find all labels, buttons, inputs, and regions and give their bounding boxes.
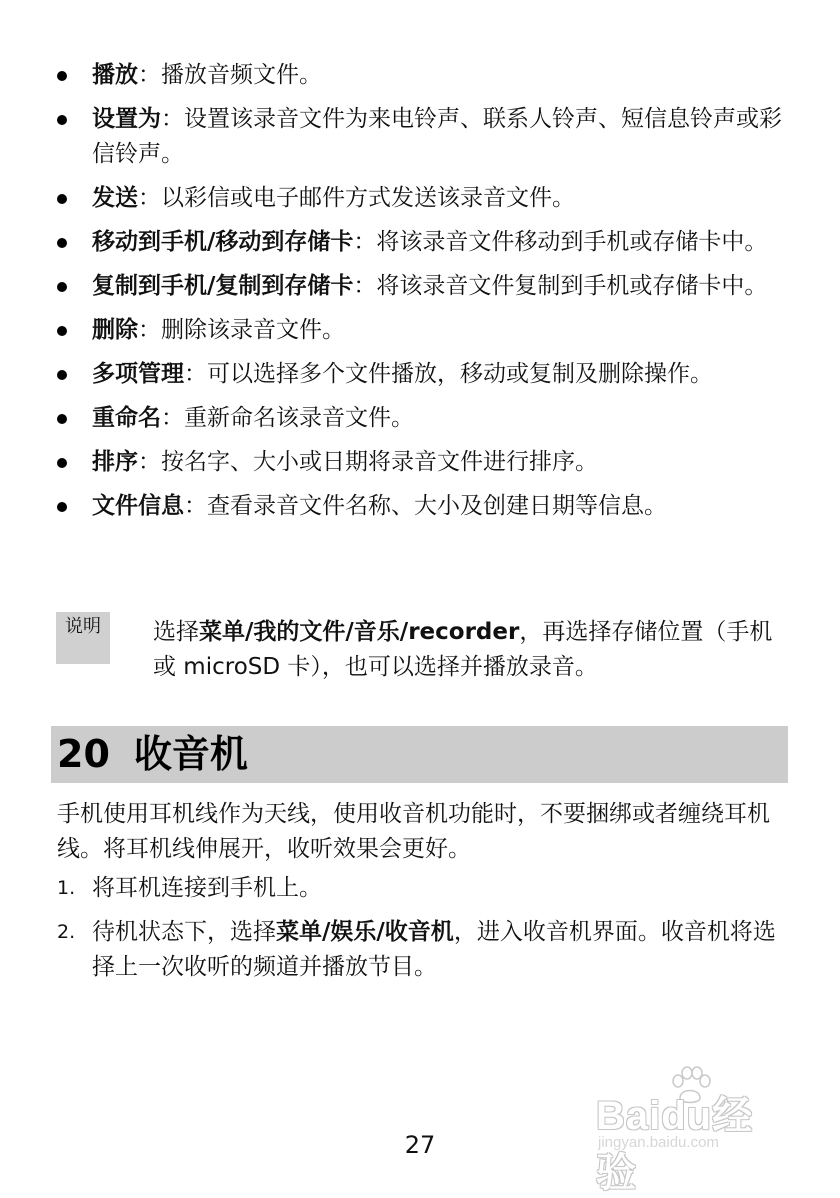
option-term: 删除 [92,317,138,343]
option-description: 将该录音文件移动到手机或存储卡中。 [376,229,768,255]
bullet-icon [57,502,67,512]
step-prefix: 待机状态下，选择 [92,919,276,945]
option-term: 重命名 [92,405,161,431]
step-number: 2. [57,921,76,943]
option-description: 删除该录音文件。 [161,317,345,343]
option-separator: ： [161,405,184,431]
page-number: 27 [404,1131,436,1159]
bullet-icon [57,194,67,204]
option-description: 查看录音文件名称、大小及创建日期等信息。 [207,493,667,519]
option-description: 将该录音文件复制到手机或存储卡中。 [376,273,768,299]
list-item [55,401,790,436]
option-term: 排序 [92,449,138,475]
list-item [55,269,790,304]
steps-list [57,871,785,994]
step-suffix: ，进入收音机界面。收音机将选择上一次收听的频道并播放节目。 [92,919,776,980]
bullet-icon [57,71,67,81]
option-list [55,58,790,533]
option-term: 播放 [92,62,138,88]
step-menu-path: 菜单/娱乐/收音机 [276,919,454,945]
note-suffix: ，再选择存储位置（手机或 microSD 卡），也可以选择并播放录音。 [153,619,773,680]
option-separator: ： [138,185,161,211]
option-term: 发送 [92,185,138,211]
option-term: 移动到手机/移动到存储卡 [92,229,354,255]
option-separator: ： [138,62,161,88]
option-term: 设置为 [92,106,161,132]
step-prefix: 将耳机连接到手机上。 [92,875,322,901]
option-separator: ： [353,273,377,299]
list-item [55,445,790,480]
option-term: 多项管理 [92,361,184,387]
bullet-icon [57,115,67,125]
list-item [55,58,790,93]
note-text [153,615,791,685]
watermark-brand: Baidu经验 [596,1094,754,1195]
watermark-url: jingyan.baidu.com [598,1134,719,1151]
option-description: 设置该录音文件为来电铃声、联系人铃声、短信息铃声或彩信铃声。 [92,106,782,167]
option-description: 按名字、大小或日期将录音文件进行排序。 [161,449,598,475]
option-separator: ： [161,106,184,132]
section-header [51,726,788,783]
bullet-icon [57,238,67,248]
option-term: 复制到手机/复制到存储卡 [92,273,354,299]
bullet-icon [57,282,67,292]
list-item [57,915,785,985]
option-separator: ： [353,229,377,255]
section-intro: 手机使用耳机线作为天线，使用收音机功能时，不要捆绑或者缠绕耳机线。将耳机线伸展开，收听效果会更好。 [57,801,770,862]
option-description: 重新命名该录音文件。 [184,405,414,431]
section-number: 20 [57,732,110,776]
note-label: 说明 [56,612,110,664]
note-menu-path: 菜单/我的文件/音乐/recorder [199,619,520,645]
bullet-icon [57,458,67,468]
section-title-text: 收音机 [133,732,248,776]
list-item [55,357,790,392]
option-description: 播放音频文件。 [161,62,322,88]
note-prefix: 选择 [153,619,199,645]
list-item [57,871,785,906]
option-separator: ： [184,361,207,387]
option-separator: ： [138,449,161,475]
option-term: 文件信息 [92,493,184,519]
step-number: 1. [57,877,76,899]
list-item [55,313,790,348]
option-separator: ： [138,317,161,343]
bullet-icon [57,370,67,380]
section-title [57,726,248,783]
list-item [55,181,790,216]
list-item [55,489,790,524]
option-description: 可以选择多个文件播放，移动或复制及删除操作。 [207,361,713,387]
option-separator: ： [184,493,207,519]
option-description: 以彩信或电子邮件方式发送该录音文件。 [161,185,575,211]
list-item [55,102,790,172]
list-item [55,225,790,260]
bullet-icon [57,414,67,424]
bullet-icon [57,326,67,336]
